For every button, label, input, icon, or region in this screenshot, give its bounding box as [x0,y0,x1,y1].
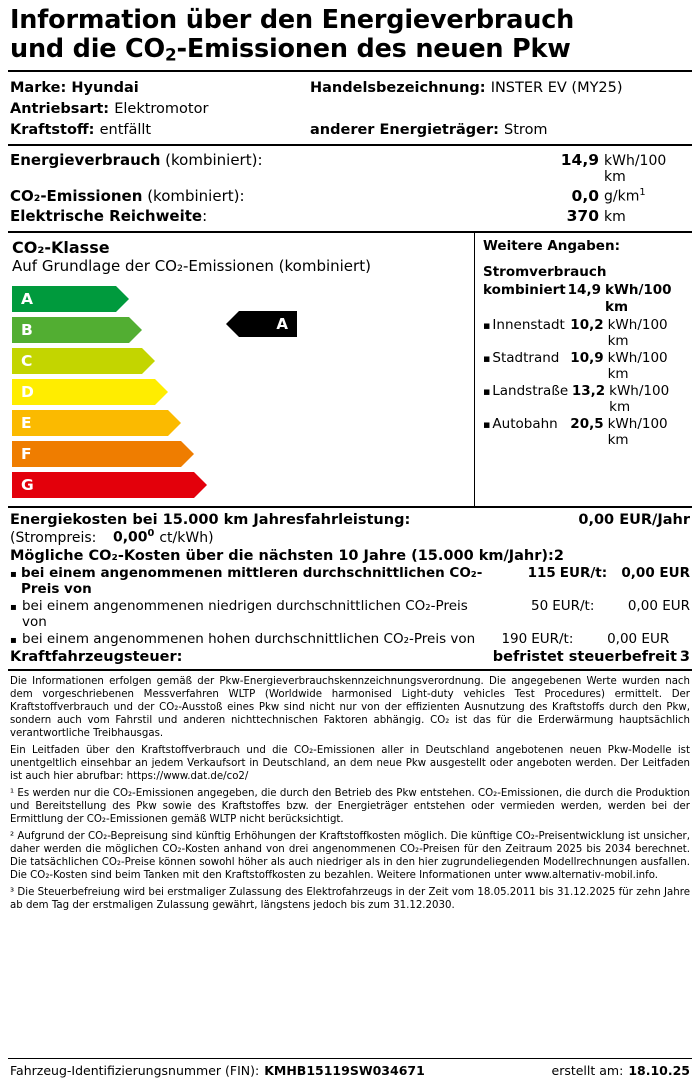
footer [8,1058,692,1078]
further-detail-item [483,349,688,382]
co2-class-bar-b: B [12,317,129,343]
co2-price-value: 50 [531,597,549,614]
consumption-block [8,146,692,231]
antriebsart-value: Elektromotor [114,101,209,118]
created-label: erstellt am: [551,1063,624,1078]
further-detail-name: Autobahn [492,415,558,432]
co2-price-row [10,630,690,647]
page-title [8,4,692,70]
further-detail-name: Landstraße [492,382,569,399]
further-detail-value: 10,9 [570,349,604,366]
stromverbrauch-combined-value: 14,9 [567,281,601,298]
vehicle-tax-label: Kraftfahrzeugsteuer: [10,648,183,665]
marke-row [10,76,310,97]
co2-price-row [10,597,690,630]
footnote-marker: 1 [639,187,646,199]
title-line-2: und die $CO_2$-Emissionen des neuen Pkw [10,33,571,65]
further-detail-item [483,415,688,448]
consumption-row [10,206,690,226]
co2-price-unit: EUR/t: [531,630,574,647]
co2-class-row [12,469,470,500]
further-detail-unit: kWh/100 km [609,382,670,415]
co2-class-section [8,233,692,508]
co2-cost-amount: 0,00 EUR [621,564,690,581]
fine-print-paragraph: Die Informationen erfolgen gemäß der Pkw-Energieverbrauchskennzeichnungsverordnung. Die angegebenen Werte wurden nach dem vorgeschriebenen Messverfahren WLTP (Worldwide harmonised Light-duty vehicles Test Procedures) ermittelt. Der Kraftstoffverbrauch und der CO₂-Ausstoß eines Pkw sind nicht nur von der effizienten Ausnutzung des Kraftstoffs durch den Pkw, sondern auch vom Fahrstil und anderen nichttechnischen Faktoren abhängig. CO₂ ist das für die Erderwärmung hauptsächlich verantwortliche Treibhausgas. [10,675,690,739]
co2-price-row [10,564,690,597]
consumption-row [10,150,690,186]
future-co2-cost-heading: Mögliche CO₂-Kosten über die nächsten 10 Jahre (15.000 km/Jahr): [10,547,554,564]
stromverbrauch-heading: Stromverbrauch [483,264,607,281]
consumption-row [10,186,690,206]
further-details-panel [474,233,692,506]
electricity-price-unit: ct/kWh) [159,529,214,546]
bullet-icon: ▪ [10,634,17,646]
further-detail-name: Stadtrand [492,349,560,366]
co2-class-title: CO₂-Klasse [12,238,110,258]
stromverbrauch-combined-unit: kWh/100 km [604,281,672,315]
energietraeger-row [310,118,690,139]
footnote-1: ¹ Es werden nur die CO₂-Emissionen angegeben, die durch den Betrieb des Pkw entstehen. CO₂-Emissionen, die durch die Produktion und Bereitstellung des Pkw sowie des Kraftstoffes bzw. der Energieträger entstehen oder vermieden werden, werden bei der Ermittlung der CO₂-Emissionen gemäß WLTP nicht berücksichtigt. [10,788,690,826]
consumption-value: 14,9 [560,151,599,170]
co2-class-bar-c: C [12,348,142,374]
handelsbezeichnung-row [310,76,690,97]
title-line-1: Information über den Energieverbrauch [10,5,575,35]
vehicle-tax-value: befristet steuerbefreit [492,648,677,665]
kraftstoff-value: entfällt [99,122,152,139]
consumption-unit: kWh/100 km [604,153,667,186]
handelsbezeichnung-label: Handelsbezeichnung: [310,80,486,97]
electricity-price-label: (Strompreis: [10,529,97,546]
future-co2-cost-heading-row [10,546,690,564]
fin-value: KMHB15119SW034671 [264,1063,425,1078]
further-detail-value: 13,2 [571,382,606,399]
further-detail-item [483,316,688,349]
co2-price-value: 190 [501,630,528,647]
co2-class-row [12,376,470,407]
vehicle-identity-block [8,72,692,144]
co2-price-unit: EUR/t: [552,597,595,614]
handelsbezeichnung-value: INSTER EV (MY25) [490,80,623,97]
further-detail-name: Innenstadt [492,316,565,333]
co2-price-text: bei einem angenommenen hohen durchschnittlichen CO₂-Preis von [22,630,476,647]
fine-print-block [8,671,692,1058]
bullet-icon: ▪ [483,417,491,431]
consumption-label: Elektrische Reichweite: [10,207,208,226]
co2-class-row [12,438,470,469]
bullet-icon: ▪ [10,568,17,580]
stromverbrauch-combined-label: kombiniert [483,281,566,298]
energy-cost-row [10,512,690,528]
kraftstoff-label: Kraftstoff: [10,122,95,139]
co2-class-scale [8,233,474,506]
further-detail-value: 10,2 [570,316,604,333]
co2-class-bar-f: F [12,441,181,467]
energy-cost-value: 0,00 EUR/Jahr [578,512,690,529]
vehicle-tax-row [10,647,690,665]
co2-class-selected-marker: A [239,311,297,337]
consumption-value: 0,0 [571,187,599,206]
footnote-marker: 3 [679,648,690,665]
further-detail-unit: kWh/100 km [607,415,668,448]
costs-block [8,508,692,671]
antriebsart-row [10,97,310,118]
electricity-price-row [10,528,690,546]
co2-class-subtitle: Auf Grundlage der CO₂-Emissionen (kombiniert) [12,257,371,276]
further-details-heading: Weitere Angaben: [483,238,620,255]
co2-class-row [12,345,470,376]
consumption-label: Energieverbrauch (kombiniert): [10,151,263,170]
fin-label: Fahrzeug-Identifizierungsnummer (FIN): [10,1063,260,1078]
co2-class-bar-d: D [12,379,155,405]
co2-price-text: bei einem angenommenen niedrigen durchschnittlichen CO₂-Preis von [21,597,468,630]
electricity-price-value: 0,00$^0$ [112,528,155,546]
co2-class-row [12,407,470,438]
co2-class-bar-e: E [12,410,168,436]
bullet-icon: ▪ [483,351,491,365]
marke-label: Marke: [10,80,67,97]
co2-price-unit: EUR/t: [559,564,608,581]
consumption-value: 370 [566,207,599,226]
kraftstoff-row [10,118,310,139]
antriebsart-label: Antriebsart: [10,101,110,118]
footnote-2: ² Aufgrund der CO₂-Bepreisung sind künftig Erhöhungen der Kraftstoffkosten möglich. Die künftige CO₂-Preisentwicklung ist unsicher, daher werden die möglichen CO₂-Kosten anhand von drei angenommenen CO₂-Preisen für den Zeitraum 2025 bis 2034 berechnet. Die tatsächlichen CO₂-Preise können sowohl höher als auch niedriger als in den hier zugrundeliegenden Modellrechnungen ausfallen. Die CO₂-Kosten sind beim Tanken mit den Kraftstoffkosten zu bezahlen. Weitere Informationen unter www.alternativ-mobil.info. [10,831,690,882]
bullet-icon: ▪ [10,601,17,613]
footnote-3: ³ Die Steuerbefreiung wird bei erstmaliger Zulassung des Elektrofahrzeugs in der Zeit vom 18.05.2011 bis 31.12.2025 für zehn Jahre ab dem Tag der erstmaligen Zulassung gewährt, längstens jedoch bis zum 31.12.2030. [10,887,690,912]
created-value: 18.10.25 [628,1063,690,1078]
energietraeger-label: anderer Energieträger: [310,122,499,139]
co2-cost-amount: 0,00 EUR [607,630,670,647]
consumption-unit: $g/km^1$ [604,187,646,206]
co2-class-bar-g: G [12,472,194,498]
stromverbrauch-combined-row [483,281,688,316]
footnote-marker: 2 [553,547,564,564]
energietraeger-value: Strom [504,122,548,139]
energy-cost-label: Energiekosten bei 15.000 km Jahresfahrleistung: [10,512,411,529]
bullet-icon: ▪ [483,384,491,398]
co2-price-text: bei einem angenommenen mittleren durchschnittlichen CO₂-Preis von [20,564,483,597]
further-detail-item [483,382,688,415]
marke-value: Hyundai [71,80,139,97]
consumption-unit: km [604,209,626,226]
consumption-label: CO₂-Emissionen (kombiniert): [10,187,245,206]
further-detail-unit: kWh/100 km [607,349,668,382]
co2-cost-amount: 0,00 EUR [627,597,690,614]
co2-price-value: 115 [527,564,556,581]
further-detail-unit: kWh/100 km [607,316,668,349]
co2-class-row [12,283,470,314]
co2-class-bar-a: A [12,286,116,312]
fine-print-paragraph: Ein Leitfaden über den Kraftstoffverbrauch und die CO₂-Emissionen aller in Deutschland angebotenen neuen Pkw-Modelle ist unentgeltlich einsehbar an jedem Verkaufsort in Deutschland, an dem neue Pkw ausgestellt oder angeboten werden. Der Leitfaden ist auch hier abrufbar: https://www.dat.de/co2/ [10,744,690,783]
further-detail-value: 20,5 [570,415,604,432]
bullet-icon: ▪ [483,318,491,332]
